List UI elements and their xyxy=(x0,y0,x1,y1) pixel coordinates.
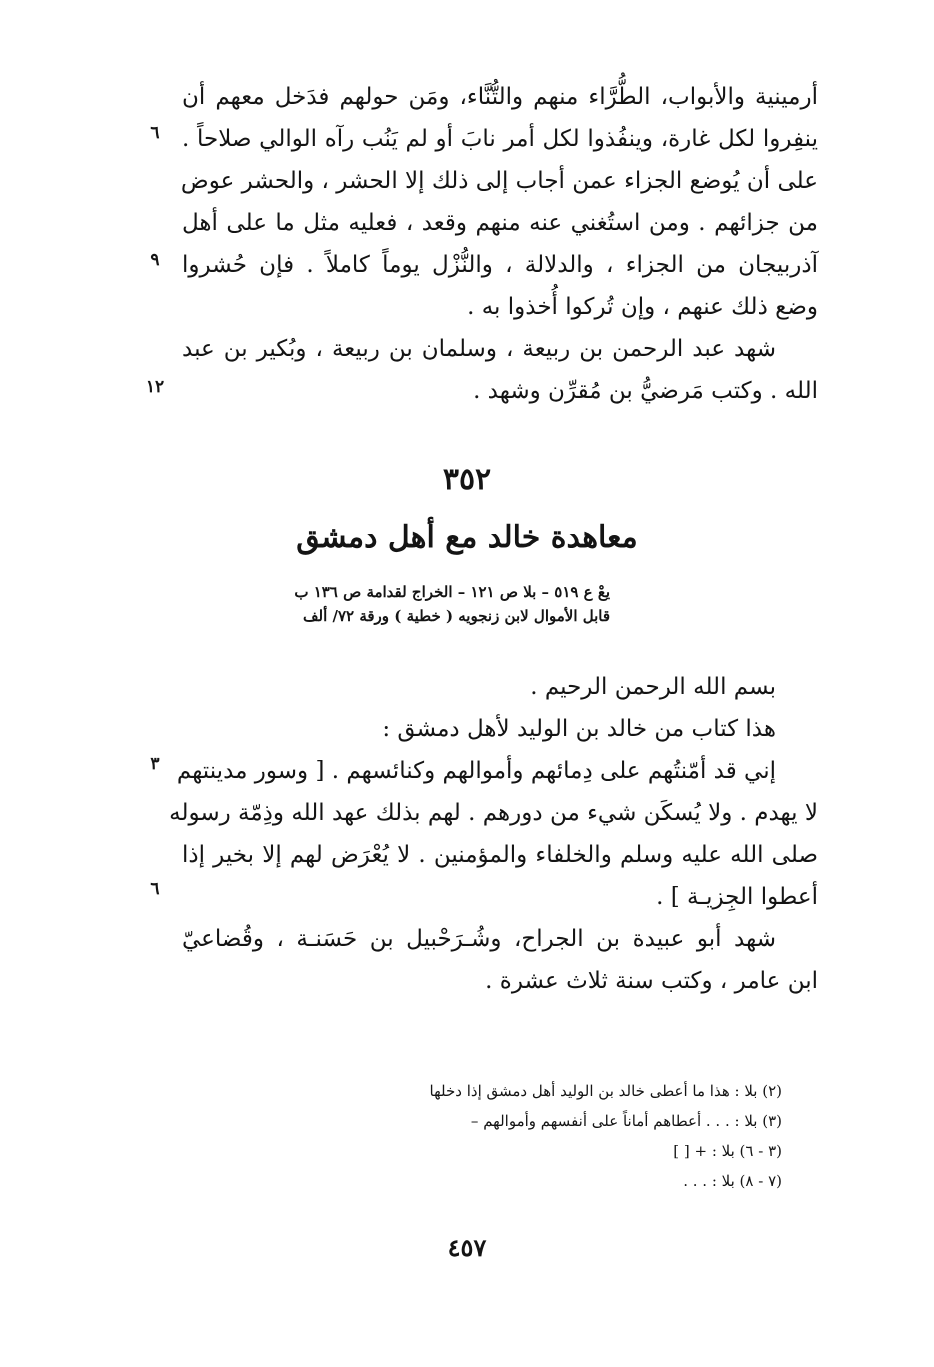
treaty-body-line: أعطوا الجِزيـة ] . xyxy=(656,884,818,910)
line-number: ١٢ xyxy=(145,377,165,397)
top-paragraph xyxy=(182,76,818,412)
text-line: آذربيجان من الجزاء ، والدلالة ، والنُّزْل يوماً كاملاً . فإن حُشروا xyxy=(182,252,818,278)
footnote: (٢) بلا : هذا ما أعطى خالد بن الوليد أهل دمشق إذا دخلها xyxy=(429,1082,782,1100)
line-number: ٦ xyxy=(150,879,160,899)
text-line: على أن يُوضع الجزاء عمن أجاب إلى ذلك إلا الحشر ، والحشر عوض xyxy=(180,168,818,194)
footnote: (٣) بلا : . . . أعطاهم أماناً على أنفسهم وأموالهم – xyxy=(470,1112,782,1130)
section-number: ٣٥٢ xyxy=(442,462,492,497)
section-title: معاهدة خالد مع أهل دمشق xyxy=(296,520,638,555)
footnote: (٣ - ٦) بلا : + [ ] xyxy=(673,1142,782,1160)
treaty-body-line: لا يهدم . ولا يُسكَن شيء من دورهم . لهم بذلك عهد الله وذِمّة رسوله xyxy=(169,800,818,826)
treaty-body-line: صلى الله عليه وسلم والخلفاء والمؤمنين . لا يُعْرَض لهم إلا بخير إذا xyxy=(182,842,818,868)
text-line: وضع ذلك عنهم ، وإن تُركوا أُخذوا به . xyxy=(467,294,818,320)
treaty-witness-line: ابن عامر ، وكتب سنة ثلاث عشرة . xyxy=(485,968,818,994)
treaty-body-line: إني قد أمّنتُهم على دِمائهم وأموالهم وكنائسهم . [ وسور مدينتهم xyxy=(176,758,776,784)
source-references xyxy=(190,580,610,628)
treaty-text xyxy=(169,666,818,1002)
line-number: ٣ xyxy=(150,754,160,774)
text-line: ينفِروا لكل غارة، وينفُذوا لكل أمر نابَ أو لم يَنُب رآه الوالي صلاحاً . xyxy=(182,126,818,152)
line-number: ٦ xyxy=(150,123,160,143)
treaty-opening-line: بسم الله الرحمن الرحيم . xyxy=(530,674,776,700)
footnote: (٧ - ٨) بلا : . . . xyxy=(683,1172,782,1190)
witness-line: الله . وكتب مَرضيُّ بن مُقرِّن وشهد . xyxy=(473,378,818,404)
footnotes xyxy=(322,1076,782,1196)
page-number: ٤٥٧ xyxy=(447,1233,487,1262)
treaty-witness-line: شهد أبو عبيدة بن الجراح، وشُـرَحْبيل بن حَسَنـة ، وقُضاعيّ xyxy=(182,926,776,952)
treaty-opening-line: هذا كتاب من خالد بن الوليد لأهل دمشق : xyxy=(382,716,776,742)
source-line: يعْ ع ٥١٩ – بلا ص ١٢١ – الخراج لقدامة ص ١٣٦ ب xyxy=(294,583,610,601)
line-number: ٩ xyxy=(150,250,160,270)
source-line: قابل الأموال لابن زنجويه ( خطية ) ورقة ٧٢/ ألف xyxy=(303,607,610,625)
text-line: من جزائهم . ومن استُغني عنه منهم وقعد ، فعليه مثل ما على أهل xyxy=(182,210,818,236)
witness-line: شهد عبد الرحمن بن ربيعة ، وسلمان بن ربيعة ، وبُكير بن عبد xyxy=(182,336,776,362)
text-line: أرمينية والأبواب، الطُّرَّاء منهم والتُّنَّاء، ومَن حولهم فدَخل معهم أن xyxy=(182,84,818,110)
